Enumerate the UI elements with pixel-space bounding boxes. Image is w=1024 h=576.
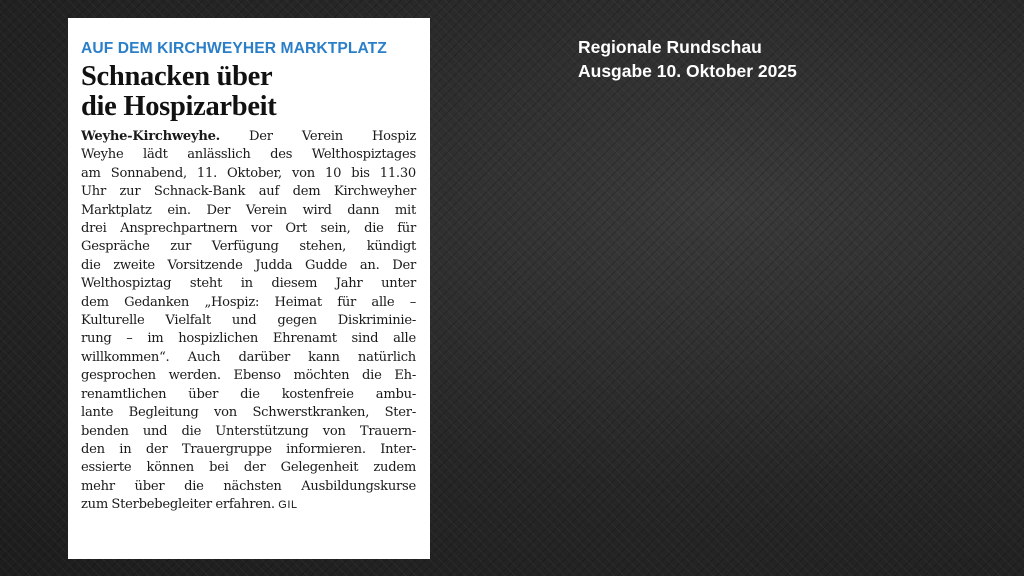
body-line: Welthospiztag steht in diesem Jahr unter [81,276,416,292]
author-initials: GIL [278,499,298,512]
body-line: Marktplatz ein. Der Verein wird dann mit [81,202,416,218]
body-line: willkommen“. Auch darüber kann natürlich [81,349,416,365]
source-caption [578,35,797,83]
newspaper-clipping [68,18,430,559]
body-line: Uhr zur Schnack-Bank auf dem Kirchweyher [81,184,416,200]
body-line: Kulturelle Vielfalt und gegen Diskriminie- [81,313,416,329]
body-line: benden und die Unterstützung von Trauern- [81,423,416,439]
body-line: dem Gedanken „Hospiz: Heimat für alle – [81,294,416,310]
headline-line: Schnacken über [81,61,273,92]
body-line: mehr über die nächsten Ausbildungskurse [81,478,416,494]
body-line: lante Begleitung von Schwerstkranken, Ster- [81,405,416,421]
body-line: gesprochen werden. Ebenso möchten die Eh- [81,368,416,384]
body-last-row [81,496,416,514]
headline-line: die Hospizarbeit [81,91,277,122]
body-line: am Sonnabend, 11. Oktober, von 10 bis 11.30 [81,165,416,181]
article-headline [81,62,416,122]
body-line: zum Sterbebegleiter erfahren. [81,497,275,513]
body-line: rung – im hospizlichen Ehrenamt sind alle [81,331,416,347]
article-body [81,128,416,515]
body-line: essierte können bei der Gelegenheit zudem [81,460,416,476]
body-line: renamtlichen über die kostenfreie ambu- [81,386,416,402]
publication-name: Regionale Rundschau [578,37,762,57]
body-line: die zweite Vorsitzende Judda Gudde an. Der [81,257,416,273]
article-dateline: Weyhe-Kirchweyhe. [81,129,220,144]
article-kicker: AUF DEM KIRCHWEYHER MARKTPLATZ [81,40,387,57]
body-line [81,128,416,146]
body-line: drei Ansprechpartnern vor Ort sein, die für [81,221,416,237]
edition-date: Ausgabe 10. Oktober 2025 [578,61,797,81]
body-line: Weyhe lädt anlässlich des Welthospiztages [81,147,416,163]
body-line: den in der Trauergruppe informieren. Inter- [81,441,416,457]
body-line-text: Der Verein Hospiz [219,129,416,144]
body-line: Gespräche zur Verfügung stehen, kündigt [81,239,416,255]
